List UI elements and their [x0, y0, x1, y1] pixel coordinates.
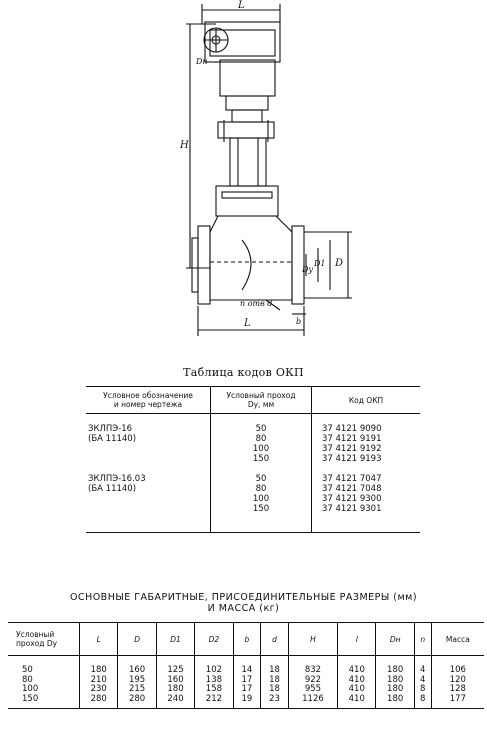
okp-bores: 50 80 100 150: [211, 414, 312, 465]
label-height: H: [180, 140, 189, 151]
dim-header-l: L: [80, 623, 118, 656]
dim-header-height: H: [288, 623, 337, 656]
okp-bores: 50 80 100 150: [211, 464, 312, 533]
dim-col-d1: 125 160 180 240: [156, 656, 194, 709]
okp-designation: ЗКЛПЭ-16 (БА 11140): [88, 424, 137, 444]
dimensions-title-line2: И МАССА (кг): [207, 603, 280, 614]
okp-header-bore: Условный проход Dy, мм: [211, 387, 312, 414]
dimensions-title: [0, 592, 487, 614]
label-b: b: [296, 317, 302, 326]
dim-header-small-l: l: [338, 623, 376, 656]
dim-header-d: D: [118, 623, 156, 656]
okp-designation: ЗКЛПЭ-16.03 (БА 11140): [88, 474, 146, 494]
okp-header-row: [86, 387, 420, 414]
label-d1: D1: [314, 259, 326, 268]
dim-col-bore: 50 80 100 150: [22, 665, 39, 704]
dim-header-bore: Условный проход Dy: [16, 630, 58, 648]
dim-data-row: [8, 656, 484, 709]
label-dy: Dy: [302, 265, 313, 274]
okp-header-code: Код ОКП: [312, 387, 421, 414]
label-d: D: [335, 258, 344, 269]
dim-header-d1: D1: [156, 623, 194, 656]
okp-group-row: [86, 464, 420, 533]
dim-header-row: [8, 623, 484, 656]
okp-table-title: Таблица кодов ОКП: [183, 366, 304, 379]
dim-col-n: 4 4 8 8: [414, 656, 431, 709]
dim-col-b: 14 17 17 19: [233, 656, 261, 709]
dim-col-dn: 180 180 180 180: [376, 656, 414, 709]
dim-col-small-l: 410 410 410 410: [338, 656, 376, 709]
dim-col-l: 180 210 230 280: [80, 656, 118, 709]
label-bottom-l: L: [244, 318, 251, 329]
dim-header-d2: D2: [195, 623, 233, 656]
dim-col-d2: 102 138 158 212: [195, 656, 233, 709]
dimensions-table: [8, 622, 484, 709]
dim-col-mass: 106 120 128 177: [431, 656, 484, 709]
dim-col-height: 832 922 955 1126: [288, 656, 337, 709]
okp-header-designation: Условное обозначение и номер чертежа: [103, 391, 193, 409]
dim-header-b: b: [233, 623, 261, 656]
valve-drawing: [180, 0, 380, 340]
label-bolt-holes: n отв d: [240, 299, 273, 308]
okp-codes: 37 4121 9090 37 4121 9191 37 4121 9192 37 4121 9193: [312, 414, 421, 465]
dim-header-bolt-d: d: [261, 623, 289, 656]
dim-col-bolt-d: 18 18 18 23: [261, 656, 289, 709]
dim-header-n: n: [414, 623, 431, 656]
label-top-l: L: [238, 0, 245, 11]
dim-header-dn: Dн: [376, 623, 414, 656]
label-handwheel-dia: Dн: [196, 57, 208, 66]
okp-codes-table: [86, 386, 420, 533]
dim-header-mass: Масса: [431, 623, 484, 656]
dim-col-d: 160 195 215 280: [118, 656, 156, 709]
dimensions-title-line1: ОСНОВНЫЕ ГАБАРИТНЫЕ, ПРИСОЕДИНИТЕЛЬНЫЕ РАЗМЕРЫ (мм): [69, 592, 418, 603]
okp-group-row: [86, 414, 420, 465]
okp-codes: 37 4121 7047 37 4121 7048 37 4121 9300 37 4121 9301: [312, 464, 421, 533]
